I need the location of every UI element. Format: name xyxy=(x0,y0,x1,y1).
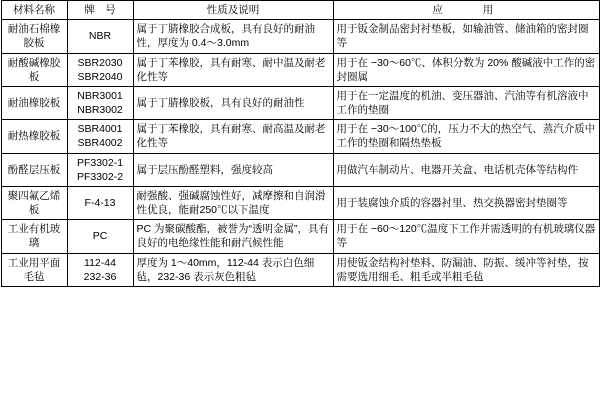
cell-material-name: 聚四氟乙烯板 xyxy=(1,186,67,219)
cell-brand xyxy=(67,53,133,86)
cell-brand xyxy=(67,220,133,253)
cell-material-name: 耐油橡胶板 xyxy=(1,86,67,119)
table-row xyxy=(1,86,599,119)
column-header-application: 应 用 xyxy=(333,1,599,20)
cell-brand xyxy=(67,86,133,119)
column-header-properties: 性质及说明 xyxy=(133,1,333,20)
table-row xyxy=(1,220,599,253)
table-body xyxy=(1,20,599,287)
table-header-row xyxy=(1,1,599,20)
cell-properties: 属于层压酚醛塑料，强度较高 xyxy=(133,153,333,186)
brand-line: F-4-13 xyxy=(84,196,116,209)
table-row xyxy=(1,153,599,186)
cell-brand xyxy=(67,253,133,286)
brand-line: NBR3001 xyxy=(77,89,123,102)
cell-application: 用做汽车制动片、电器开关盒、电话机壳体等结构件 xyxy=(333,153,599,186)
column-header-brand: 牌 号 xyxy=(67,1,133,20)
cell-application: 用于在 −60～120℃温度下工作并需透明的有机玻璃仪器等 xyxy=(333,220,599,253)
column-header-material-name: 材料名称 xyxy=(1,1,67,20)
brand-line: 112-44 xyxy=(84,256,116,269)
cell-application: 用使钣金结构衬垫料、防漏油、防振、缓冲等衬垫，按需要选用细毛、粗毛或半粗毛毡 xyxy=(333,253,599,286)
table-row xyxy=(1,20,599,53)
cell-application: 用于钣金制品密封衬垫板，如输油管、储油箱的密封圈等 xyxy=(333,20,599,53)
table-row xyxy=(1,53,599,86)
cell-properties: 耐强酸、强碱腐蚀性好，减摩擦和自润滑性优良，能耐250℃以下温度 xyxy=(133,186,333,219)
cell-brand xyxy=(67,20,133,53)
brand-line: NBR xyxy=(88,30,112,43)
table-row xyxy=(1,253,599,286)
brand-line: SBR4001 xyxy=(77,123,123,136)
cell-material-name: 耐酸碱橡胶板 xyxy=(1,53,67,86)
cell-properties: 属于丁苯橡胶，具有耐寒、耐高温及耐老化性等 xyxy=(133,120,333,153)
table-row xyxy=(1,120,599,153)
cell-brand xyxy=(67,153,133,186)
brand-line: PF3302-2 xyxy=(76,170,124,183)
cell-properties: 属于丁苯橡胶，具有耐寒、耐中温及耐老化性等 xyxy=(133,53,333,86)
cell-brand xyxy=(67,186,133,219)
brand-line: NBR3002 xyxy=(77,104,123,117)
cell-application: 用于在 −30～60℃、体积分数为 20% 酸碱液中工作的密封圈属 xyxy=(333,53,599,86)
brand-line: PF3302-1 xyxy=(76,156,124,169)
table-row xyxy=(1,186,599,219)
cell-properties: 厚度为 1～40mm，112-44 表示白色细毡，232-36 表示灰色粗毡 xyxy=(133,253,333,286)
cell-properties: PC 为聚碳酸酯，被誉为“透明金属”，具有良好的电绝缘性能和耐汽候性能 xyxy=(133,220,333,253)
cell-application: 用于在一定温度的机油、变压器油、汽油等有机溶液中工作的垫圈 xyxy=(333,86,599,119)
brand-line: SBR4002 xyxy=(77,137,123,150)
cell-material-name: 工业有机玻璃 xyxy=(1,220,67,253)
cell-application: 用于装腐蚀介质的容器衬里、热交换器密封垫圈等 xyxy=(333,186,599,219)
brand-line: PC xyxy=(92,230,108,243)
materials-table xyxy=(1,0,600,287)
cell-material-name: 耐热橡胶板 xyxy=(1,120,67,153)
cell-properties: 属于丁腈橡胶合成板，具有良好的耐油性，厚度为 0.4～3.0mm xyxy=(133,20,333,53)
cell-material-name: 酚醛层压板 xyxy=(1,153,67,186)
cell-material-name: 工业用平面毛毡 xyxy=(1,253,67,286)
brand-line: SBR2040 xyxy=(77,70,123,83)
cell-brand xyxy=(67,120,133,153)
cell-material-name: 耐油石棉橡胶板 xyxy=(1,20,67,53)
brand-line: 232-36 xyxy=(83,270,117,283)
brand-line: SBR2030 xyxy=(77,56,123,69)
cell-application: 用于在 −30～100℃的，压力不大的热空气、蒸汽介质中工作的垫圈和隔热垫板 xyxy=(333,120,599,153)
cell-properties: 属于丁腈橡胶板，具有良好的耐油性 xyxy=(133,86,333,119)
